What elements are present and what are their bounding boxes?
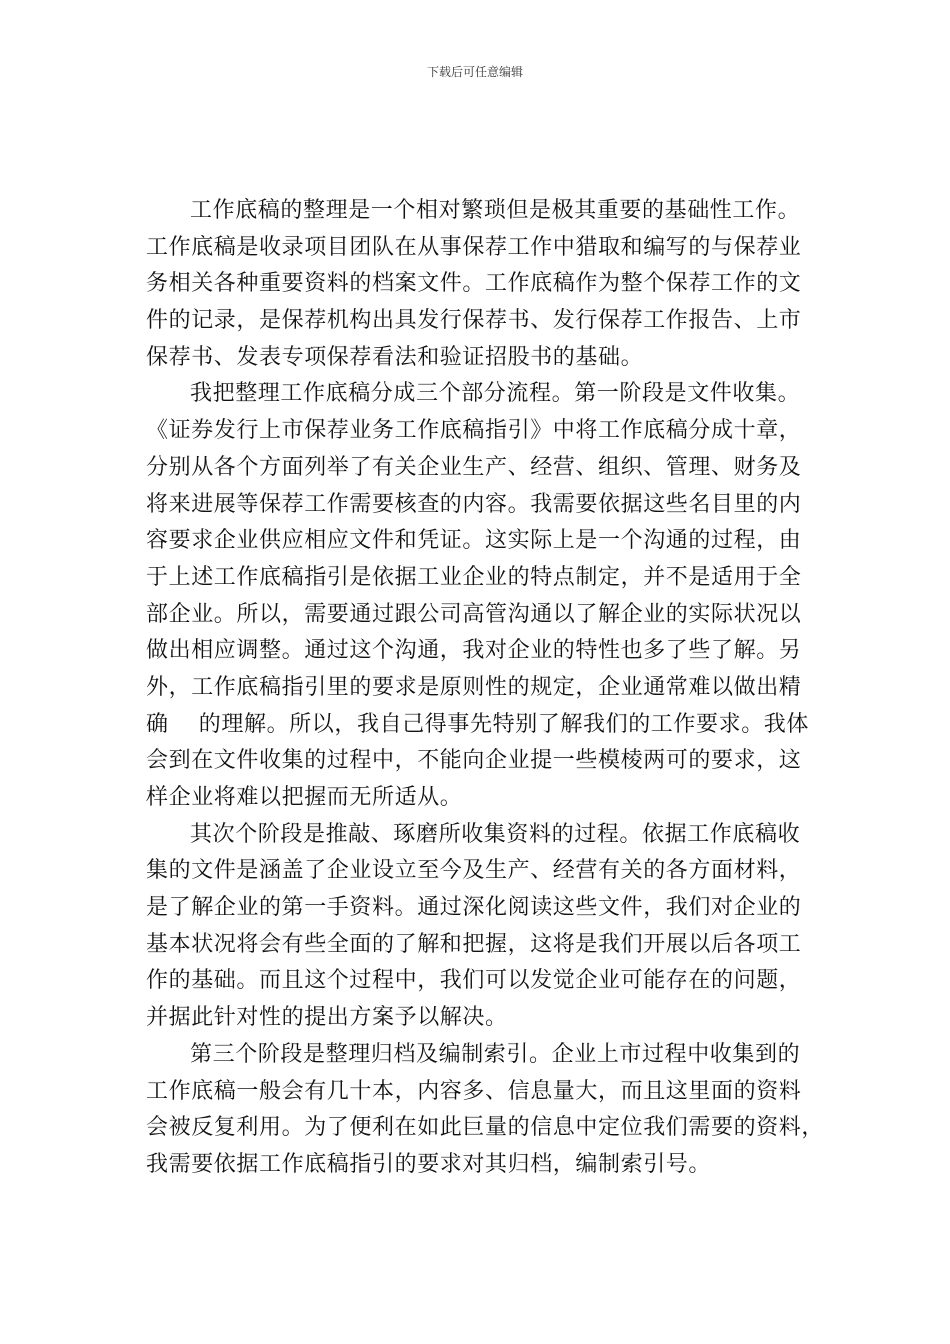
text-line: 作的基础。而且这个过程中，我们可以发觉企业可能存在的问题，	[146, 968, 802, 994]
text-line: 会被反复利用。为了便利在如此巨量的信息中定位我们需要的资料，	[146, 1115, 825, 1141]
text-line: 第三个阶段是整理归档及编制索引。企业上市过程中收集到的	[190, 1041, 801, 1067]
text-line: 工作底稿是收录项目团队在从事保荐工作中猎取和编写的与保荐业	[146, 234, 802, 260]
text-line: 于上述工作底稿指引是依据工业企业的特点制定，并不是适用于全	[146, 564, 802, 590]
paragraph-1	[146, 193, 808, 376]
text-line: 容要求企业供应相应文件和凭证。这实际上是一个沟通的过程，由	[146, 528, 802, 554]
text-line: 会到在文件收集的过程中，不能向企业提一些模棱两可的要求，这	[146, 748, 802, 774]
text-line: 做出相应调整。通过这个沟通，我对企业的特性也多了些了解。另	[146, 638, 802, 664]
text-line: 集的文件是涵盖了企业设立至今及生产、经营有关的各方面材料，	[146, 858, 802, 884]
text-line: 保荐书、发表专项保荐看法和验证招股书的基础。	[146, 344, 644, 370]
text-line: 工作底稿的整理是一个相对繁琐但是极其重要的基础性工作。	[190, 198, 801, 223]
text-line: 我需要依据工作底稿指引的要求对其归档，编制索引号。	[146, 1151, 712, 1177]
paragraph-4	[146, 1037, 825, 1184]
text-line: 是了解企业的第一手资料。通过深化阅读这些文件，我们对企业的	[146, 895, 802, 921]
page-header: 下载后可任意编辑	[426, 65, 523, 79]
text-line: 外，工作底稿指引里的要求是原则性的规定，企业通常难以做出精	[146, 674, 802, 700]
paragraph-3	[146, 817, 808, 1037]
text-line: 《证券发行上市保荐业务工作底稿指引》中将工作底稿分成十章，	[146, 418, 802, 444]
paragraph-2	[146, 376, 808, 816]
document-body	[146, 193, 825, 1184]
text-line: 务相关各种重要资料的档案文件。工作底稿作为整个保荐工作的文	[146, 271, 802, 297]
text-line: 确 的理解。所以，我自己得事先特别了解我们的工作要求。我体	[146, 711, 809, 737]
text-line: 并据此针对性的提出方案予以解决。	[146, 1005, 508, 1031]
text-line: 部企业。所以，需要通过跟公司高管沟通以了解企业的实际状况以	[146, 601, 802, 627]
text-line: 其次个阶段是推敲、琢磨所收集资料的过程。依据工作底稿收	[190, 821, 801, 847]
text-line: 分别从各个方面列举了有关企业生产、经营、组织、管理、财务及	[146, 454, 802, 480]
text-line: 件的记录，是保荐机构出具发行保荐书、发行保荐工作报告、上市	[146, 308, 802, 334]
text-line: 基本状况将会有些全面的了解和把握，这将是我们开展以后各项工	[146, 931, 802, 957]
text-line: 我把整理工作底稿分成三个部分流程。第一阶段是文件收集。	[190, 381, 801, 407]
text-line: 将来进展等保荐工作需要核查的内容。我需要依据这些名目里的内	[146, 491, 802, 517]
text-line: 工作底稿一般会有几十本，内容多、信息量大，而且这里面的资料	[146, 1078, 802, 1104]
text-line: 样企业将难以把握而无所适从。	[146, 785, 463, 810]
